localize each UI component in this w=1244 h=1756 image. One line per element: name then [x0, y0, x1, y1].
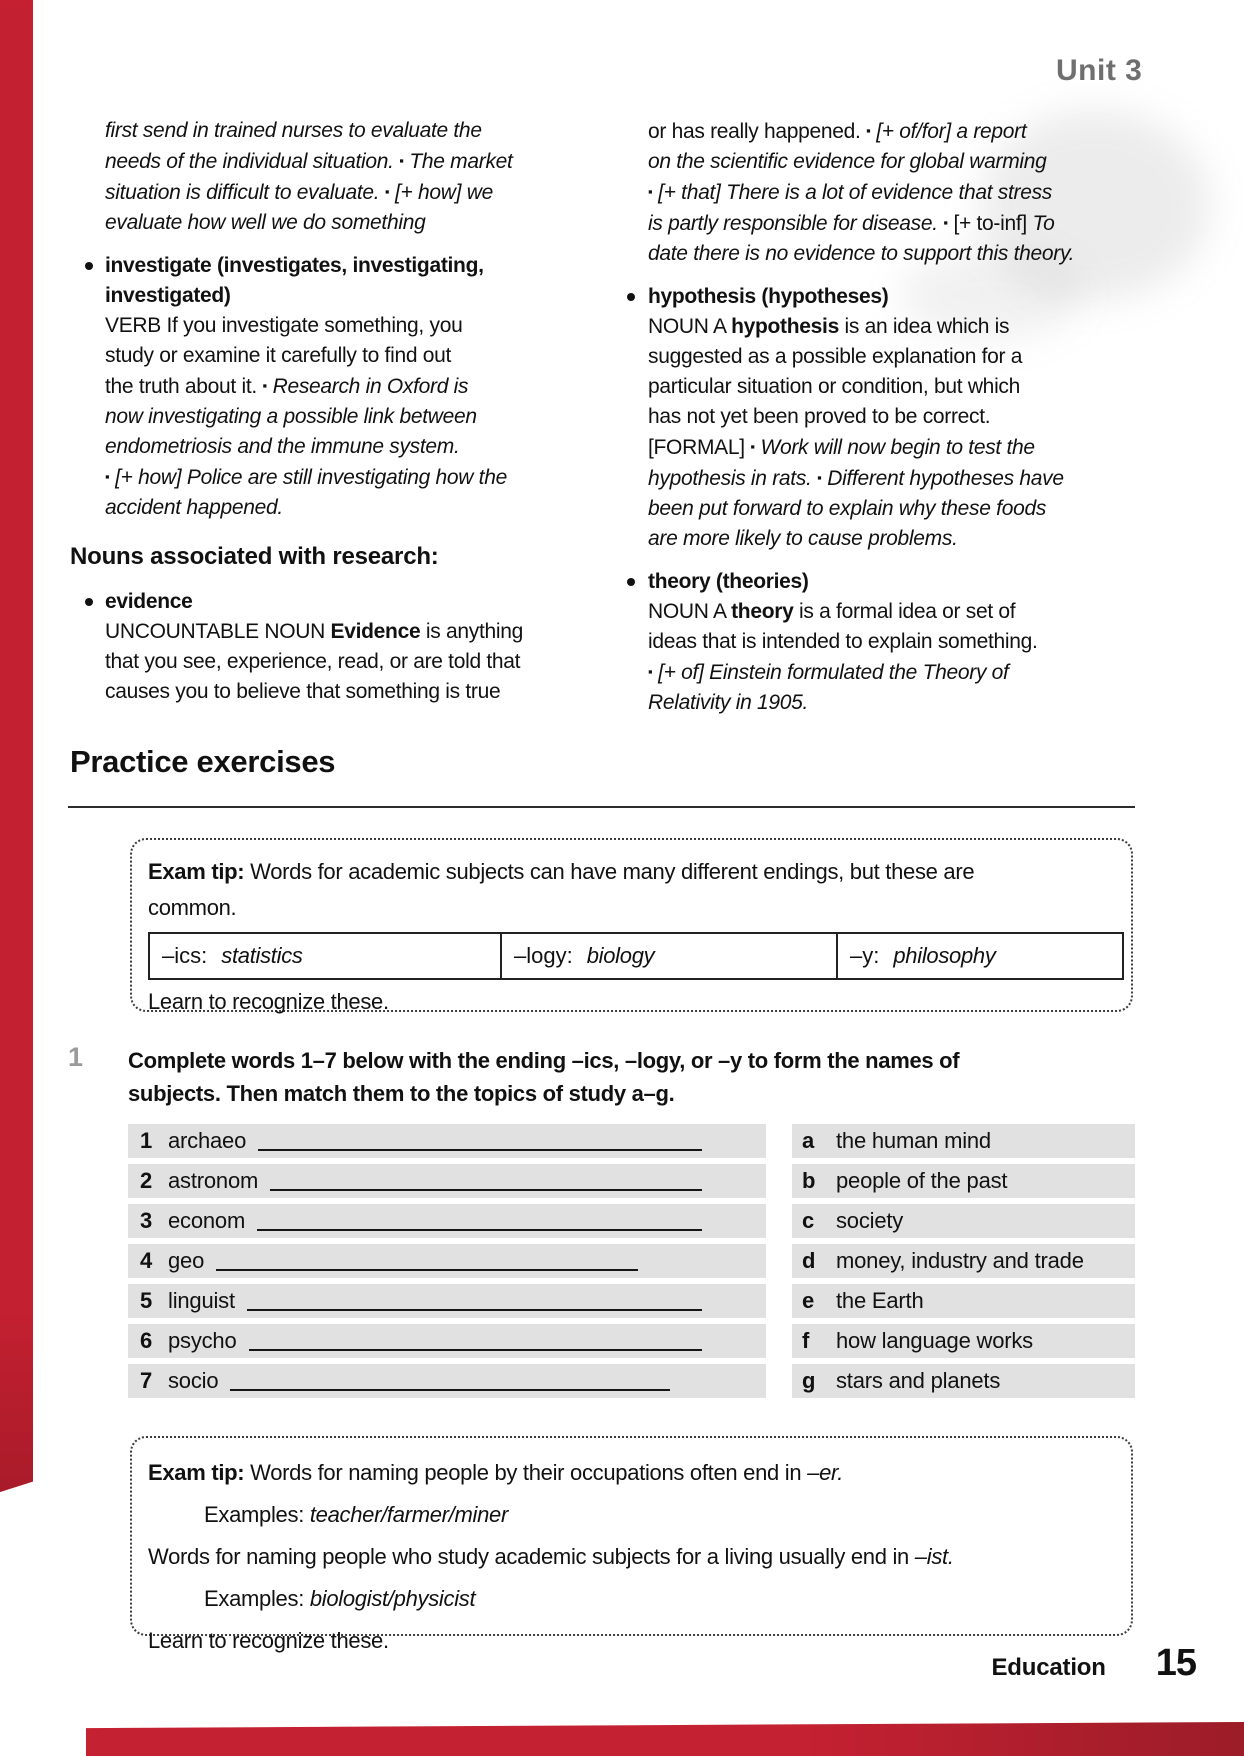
word-item [128, 1284, 766, 1318]
entry-text: evidence UNCOUNTABLE NOUN Evidence is anything that you see, experience, read, or are told that causes you to believe that something is true [105, 590, 523, 703]
exercise-instruction: Complete words 1–7 below with the ending –ics, –logy, or –y to form the names of subjects. Then match them to the topics of study a–g. [128, 1048, 960, 1106]
ending-example: biology [586, 943, 655, 968]
topic-item [792, 1164, 1135, 1198]
item-word: socio [168, 1368, 219, 1393]
item-word: econom [168, 1208, 246, 1233]
answer-blank[interactable] [230, 1389, 670, 1391]
endings-table-cell [150, 934, 502, 978]
topic-text: people of the past [836, 1168, 1008, 1193]
exercise-row [128, 1364, 1135, 1398]
item-number: 4 [140, 1248, 153, 1273]
item-number: 1 [140, 1128, 153, 1153]
ending-example: statistics [221, 943, 303, 968]
item-number: 2 [140, 1168, 153, 1193]
topic-text: the human mind [836, 1128, 991, 1153]
topic-item [792, 1204, 1135, 1238]
dictionary-left-column [70, 116, 583, 720]
topic-text: money, industry and trade [836, 1248, 1084, 1273]
entry-theory [620, 567, 1180, 718]
example-continuation: first send in trained nurses to evaluate the needs of the individual situation. ▪ The market situation is difficult to evaluate. ▪ [+ how] we evaluate how well we do something [105, 119, 513, 234]
unit-label: Unit 3 [1056, 54, 1143, 87]
exercise-row [128, 1284, 1135, 1318]
endings-table [148, 932, 1124, 980]
book-cover-edge-left [0, 0, 33, 1492]
exercise-number: 1 [68, 1042, 84, 1072]
item-word: geo [168, 1248, 205, 1273]
exam-tip-box-1 [130, 838, 1133, 1012]
example-continuation: or has really happened. ▪ [+ of/for] a report on the scientific evidence for global warming ▪ [+ that] There is a lot of evidence that stress is partly responsible for disease. ▪ [+ to-inf] To date there is no evidence to support this theory. [648, 120, 1075, 265]
topic-item [792, 1324, 1135, 1358]
section-heading-nouns: Nouns associated with research: [70, 543, 439, 570]
bullet-icon [627, 293, 635, 301]
exam-tip-text: Exam tip: Words for academic subjects can have many different endings, but these are common. [148, 859, 975, 920]
dictionary-right-column [620, 116, 1180, 731]
exercise-row [128, 1324, 1135, 1358]
ending-label: –logy: [514, 943, 573, 968]
topic-text: stars and planets [836, 1368, 1001, 1393]
endings-table-cell [502, 934, 838, 978]
answer-blank[interactable] [257, 1229, 702, 1231]
heading-rule [68, 806, 1135, 808]
topic-text: society [836, 1208, 904, 1233]
answer-blank[interactable] [216, 1269, 638, 1271]
topic-text: how language works [836, 1328, 1033, 1353]
entry-hypothesis [620, 282, 1180, 554]
topic-letter: d [802, 1248, 816, 1273]
bullet-icon [85, 262, 93, 270]
topic-letter: g [802, 1368, 816, 1393]
item-word: linguist [168, 1288, 235, 1313]
topic-letter: e [802, 1288, 815, 1313]
ending-example: philosophy [893, 943, 996, 968]
item-word: astronom [168, 1168, 259, 1193]
item-number: 6 [140, 1328, 153, 1353]
bullet-icon [627, 578, 635, 586]
word-item [128, 1324, 766, 1358]
footer-page-number: 15 [1155, 1642, 1196, 1684]
book-cover-edge-bottom [86, 1722, 1244, 1756]
bullet-icon [85, 598, 93, 606]
exercise-row [128, 1204, 1135, 1238]
endings-table-cell [838, 934, 1122, 978]
answer-blank[interactable] [258, 1149, 702, 1151]
topic-letter: a [802, 1128, 815, 1153]
topic-letter: b [802, 1168, 816, 1193]
practice-exercises-heading: Practice exercises [70, 744, 336, 779]
topic-letter: f [802, 1328, 810, 1353]
word-item [128, 1364, 766, 1398]
entry-text: investigate (investigates, investigating, investigated) VERB If you investigate something, you study or examine it carefully to find out the truth about it. ▪ Research in Oxford is now investigating a possible link between endometriosis and the immune system. ▪ [+ how] Police are still investigating how the accident happened. [105, 254, 507, 519]
answer-blank[interactable] [249, 1349, 702, 1351]
topic-item [792, 1364, 1135, 1398]
word-item [128, 1244, 766, 1278]
ending-label: –y: [850, 943, 880, 968]
word-item [128, 1124, 766, 1158]
topic-item [792, 1244, 1135, 1278]
topic-item [792, 1124, 1135, 1158]
item-word: psycho [168, 1328, 237, 1353]
ending-label: –ics: [162, 943, 208, 968]
entry-text: hypothesis (hypotheses) NOUN A hypothesis is an idea which is suggested as a possible explanation for a particular situation or condition, but which has not yet been proved to be correct. [FORMAL] ▪ Work will now begin to test the hypothesis in rats. ▪ Different hypotheses have been put forward to explain why these foods are more likely to cause problems. [648, 285, 1064, 550]
exam-tip-text: Exam tip: Words for naming people by their occupations often end in –er. Examples: teacher/farmer/miner Words for naming people who study academic subjects for a living usually end in –ist. Examples: biologist/physicist Learn to recognize these. [148, 1460, 954, 1653]
matching-exercise [128, 1124, 1135, 1404]
entry-evidence [78, 587, 583, 707]
page-footer [760, 1642, 1220, 1685]
entry-investigate [78, 251, 583, 523]
topic-letter: c [802, 1208, 815, 1233]
word-item [128, 1204, 766, 1238]
exam-tip-box-2 [130, 1436, 1133, 1653]
answer-blank[interactable] [270, 1189, 702, 1191]
footer-section-label: Education [991, 1654, 1106, 1681]
exercise-row [128, 1244, 1135, 1278]
topic-text: the Earth [836, 1288, 924, 1313]
item-number: 3 [140, 1208, 153, 1233]
item-number: 7 [140, 1368, 153, 1393]
exam-tip-footer: Learn to recognize these. [148, 989, 389, 1014]
answer-blank[interactable] [247, 1309, 702, 1311]
entry-text: theory (theories) NOUN A theory is a formal idea or set of ideas that is intended to explain something. ▪ [+ of] Einstein formulated the Theory of Relativity in 1905. [648, 570, 1038, 714]
exercise-row [128, 1124, 1135, 1158]
word-item [128, 1164, 766, 1198]
item-word: archaeo [168, 1128, 247, 1153]
item-number: 5 [140, 1288, 153, 1313]
topic-item [792, 1284, 1135, 1318]
exercise-row [128, 1164, 1135, 1198]
